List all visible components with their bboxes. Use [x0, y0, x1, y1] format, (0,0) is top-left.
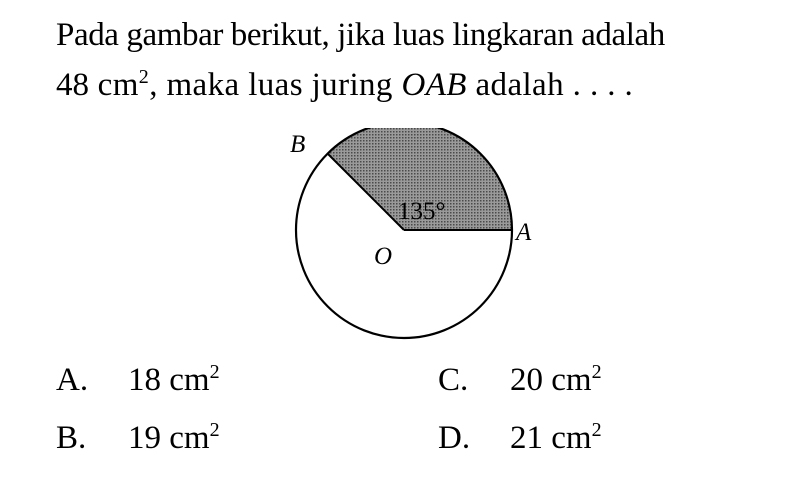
option-d[interactable]: [438, 420, 602, 457]
option-c-exponent: 2: [591, 361, 602, 383]
option-b-exponent: 2: [209, 419, 220, 441]
center-o-label: O: [374, 243, 393, 270]
option-c-unit: cm: [551, 362, 592, 398]
point-a-label: A: [516, 219, 532, 246]
circle-figure: [270, 128, 550, 354]
circle-area-value: 48: [56, 67, 89, 103]
option-c-value: 20: [510, 362, 543, 398]
question-text: [56, 10, 776, 110]
question-line-1: Pada gambar berikut, jika luas lingkaran adalah: [56, 17, 665, 53]
option-a-value: 18: [128, 362, 161, 398]
option-d-unit: cm: [551, 420, 592, 456]
option-a[interactable]: [56, 362, 220, 399]
angle-label: 135°: [398, 198, 446, 225]
circle-area-unit: cm: [97, 67, 139, 103]
option-a-exponent: 2: [209, 361, 220, 383]
option-c-letter: C.: [438, 362, 469, 398]
option-d-value: 21: [510, 420, 543, 456]
circle-area-exponent: 2: [138, 66, 150, 88]
circle-diagram: [270, 128, 550, 354]
option-d-letter: D.: [438, 420, 471, 456]
option-c[interactable]: [438, 362, 602, 399]
option-a-unit: cm: [169, 362, 210, 398]
option-b[interactable]: [56, 420, 220, 457]
option-d-exponent: 2: [591, 419, 602, 441]
sector-name: OAB: [401, 67, 467, 103]
option-b-value: 19: [128, 420, 161, 456]
question-line-2: [56, 60, 776, 110]
option-b-letter: B.: [56, 420, 87, 456]
question-mid-text: , maka luas juring: [149, 67, 402, 103]
option-a-letter: A.: [56, 362, 89, 398]
point-b-label: B: [290, 131, 306, 158]
option-b-unit: cm: [169, 420, 210, 456]
question-end-text: adalah . . . .: [466, 67, 634, 103]
